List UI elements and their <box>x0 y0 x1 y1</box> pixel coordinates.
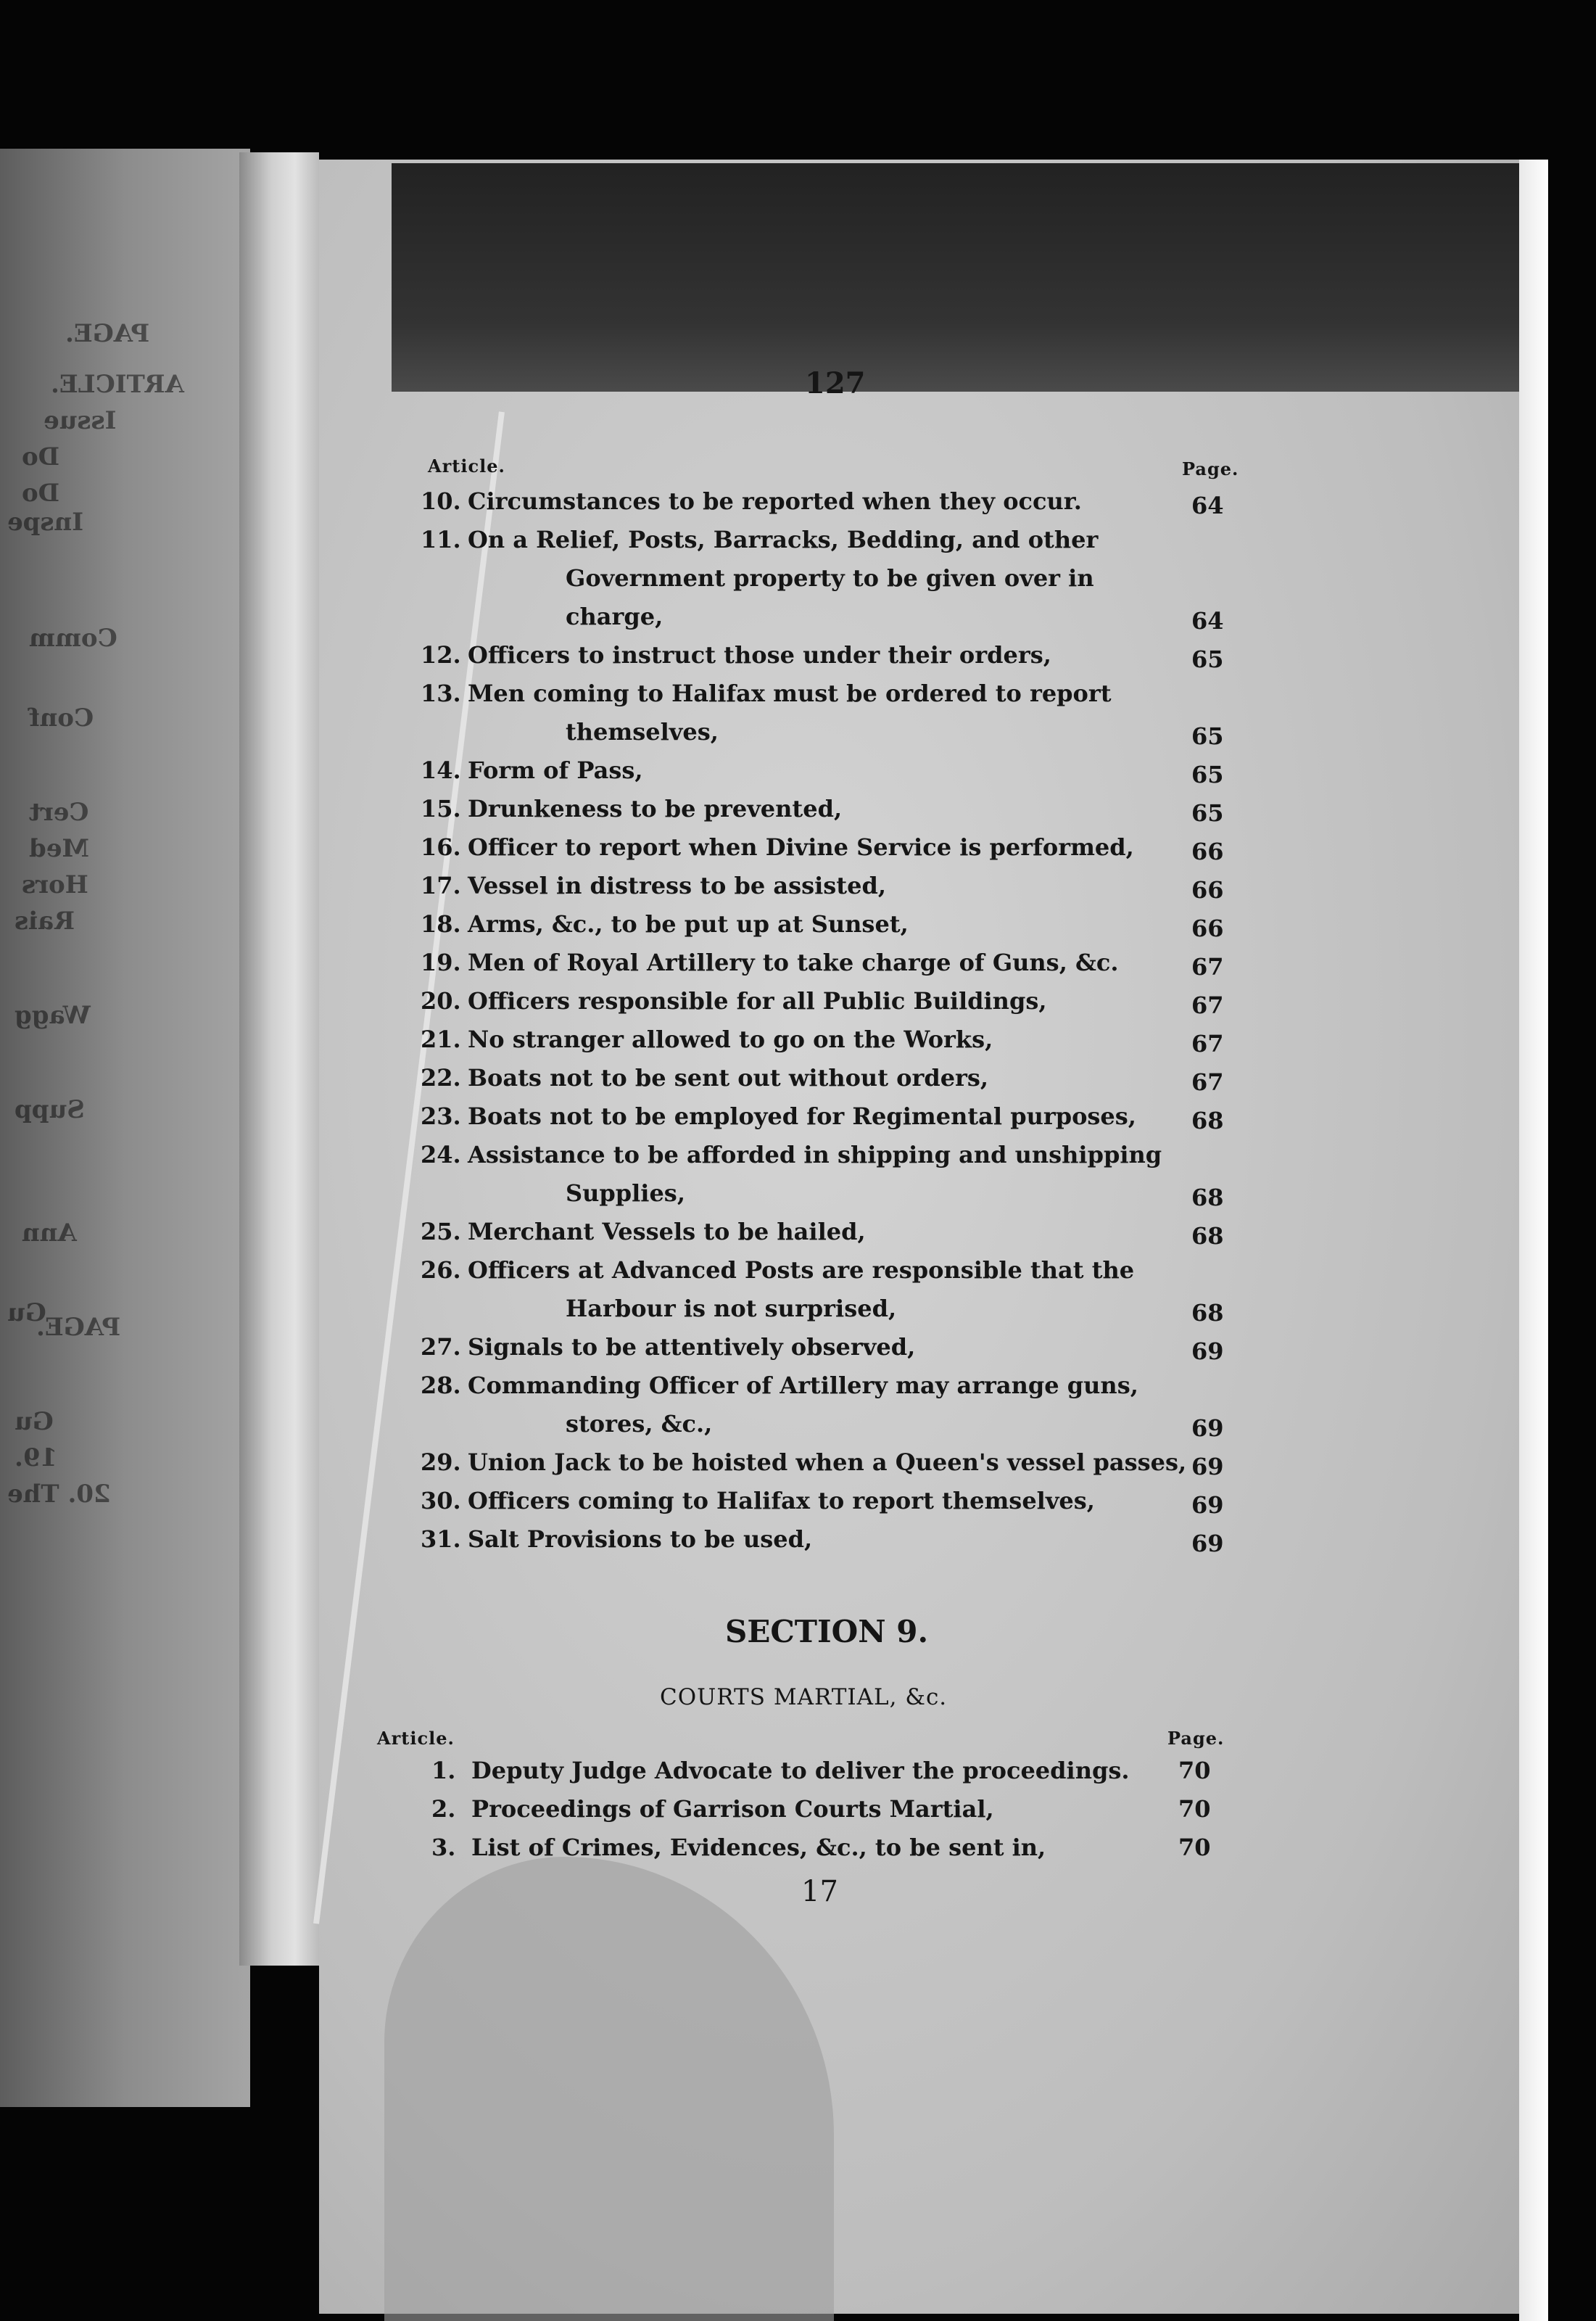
entry-page: 65 <box>1191 799 1224 827</box>
bleed-through-text: PAGE. <box>65 319 150 348</box>
entry-text: Supplies, <box>566 1179 685 1207</box>
page-header: Page. <box>1167 1728 1225 1749</box>
entry-number: 1. <box>431 1757 456 1784</box>
entry-text: Officers at Advanced Posts are responsible that the <box>468 1256 1135 1284</box>
entry-number: 10. <box>421 487 461 515</box>
entry-page: 65 <box>1191 761 1224 788</box>
entry-page: 69 <box>1191 1530 1224 1557</box>
entry-number: 12. <box>421 641 461 669</box>
entry-text: Men coming to Halifax must be ordered to report <box>468 680 1112 707</box>
entry-number: 14. <box>421 757 461 784</box>
section-title: SECTION 9. <box>725 1614 929 1649</box>
bleed-through-text: Cert <box>29 798 89 827</box>
entry-text: Proceedings of Garrison Courts Martial, <box>471 1795 994 1823</box>
entry-page: 64 <box>1191 492 1224 519</box>
entry-text: Drunkeness to be prevented, <box>468 795 843 823</box>
bleed-through-text: Med <box>29 834 90 863</box>
entry-text: Merchant Vessels to be hailed, <box>468 1218 866 1245</box>
bleed-through-text: Gu <box>7 1298 46 1327</box>
bleed-through-text: Supp <box>15 1095 85 1124</box>
entry-text: Harbour is not surprised, <box>566 1295 897 1322</box>
bleed-through-text: Issue <box>44 406 117 435</box>
entry-number: 13. <box>421 680 461 707</box>
entry-page: 70 <box>1178 1757 1211 1784</box>
bleed-through-text: 19. <box>15 1443 58 1472</box>
entry-page: 65 <box>1191 722 1224 750</box>
bleed-through-text: PAGE. <box>36 1313 121 1342</box>
bleed-through-text: Conf <box>29 704 94 733</box>
facing-page <box>0 149 250 2107</box>
bleed-through-text: Ann <box>22 1219 77 1248</box>
page-number: 127 <box>805 366 866 400</box>
entry-text: Men of Royal Artillery to take charge of Guns, &c. <box>468 949 1119 976</box>
entry-text: Signals to be attentively observed, <box>468 1333 916 1361</box>
entry-number: 31. <box>421 1525 461 1553</box>
entry-page: 69 <box>1191 1414 1224 1442</box>
entry-text: Vessel in distress to be assisted, <box>468 872 886 899</box>
entry-page: 65 <box>1191 646 1224 673</box>
entry-text: List of Crimes, Evidences, &c., to be sent in, <box>471 1834 1046 1861</box>
entry-number: 21. <box>421 1026 461 1053</box>
entry-text: No stranger allowed to go on the Works, <box>468 1026 993 1053</box>
article-header: Article. <box>377 1728 455 1749</box>
entry-number: 19. <box>421 949 461 976</box>
bleed-through-text: Wagg <box>15 1001 91 1030</box>
entry-text: On a Relief, Posts, Barracks, Bedding, and other <box>468 526 1099 553</box>
entry-text: Commanding Officer of Artillery may arrange guns, <box>468 1372 1138 1399</box>
entry-text: Government property to be given over in <box>566 564 1094 592</box>
entry-page: 68 <box>1191 1222 1224 1250</box>
entry-number: 29. <box>421 1448 461 1476</box>
entry-number: 16. <box>421 833 461 861</box>
entry-number: 17. <box>421 872 461 899</box>
entry-number: 22. <box>421 1064 461 1092</box>
entry-page: 68 <box>1191 1107 1224 1134</box>
entry-page: 68 <box>1191 1299 1224 1327</box>
entry-text: stores, &c., <box>566 1410 713 1438</box>
entry-text: Union Jack to be hoisted when a Queen's vessel passes, <box>468 1448 1187 1476</box>
scan-shadow <box>392 163 1523 392</box>
entry-page: 69 <box>1191 1491 1224 1519</box>
bleed-through-text: Hors <box>22 870 88 899</box>
page-gutter <box>239 152 319 1966</box>
entry-number: 30. <box>421 1487 461 1514</box>
bleed-through-text: Rais <box>15 907 75 936</box>
entry-number: 23. <box>421 1102 461 1130</box>
entry-page: 68 <box>1191 1184 1224 1211</box>
entry-page: 66 <box>1191 876 1224 904</box>
entry-page: 67 <box>1191 1030 1224 1058</box>
entry-page: 66 <box>1191 838 1224 865</box>
bleed-through-text: Gu <box>15 1407 54 1436</box>
page-edge <box>1519 160 1548 2321</box>
entry-page: 66 <box>1191 915 1224 942</box>
entry-text: Circumstances to be reported when they occur. <box>468 487 1082 515</box>
entry-page: 64 <box>1191 607 1224 635</box>
entry-text: Arms, &c., to be put up at Sunset, <box>468 910 909 938</box>
entry-number: 26. <box>421 1256 461 1284</box>
entry-page: 67 <box>1191 953 1224 981</box>
entry-text: Assistance to be afforded in shipping and unshipping <box>468 1141 1162 1168</box>
entry-number: 24. <box>421 1141 461 1168</box>
page-header: Page. <box>1182 458 1239 479</box>
bleed-through-text: Inspe <box>7 508 84 537</box>
entry-number: 3. <box>431 1834 456 1861</box>
entry-text: Boats not to be sent out without orders, <box>468 1064 989 1092</box>
entry-page: 69 <box>1191 1453 1224 1480</box>
entry-page: 67 <box>1191 992 1224 1019</box>
entry-text: Salt Provisions to be used, <box>468 1525 813 1553</box>
bleed-through-text: ARTICLE. <box>51 370 184 399</box>
entry-number: 27. <box>421 1333 461 1361</box>
signature-number: 17 <box>801 1875 838 1908</box>
entry-text: charge, <box>566 603 663 630</box>
entry-text: Officer to report when Divine Service is performed, <box>468 833 1134 861</box>
entry-number: 18. <box>421 910 461 938</box>
entry-number: 2. <box>431 1795 456 1823</box>
entry-text: themselves, <box>566 718 719 746</box>
entry-page: 67 <box>1191 1068 1224 1096</box>
entry-text: Form of Pass, <box>468 757 643 784</box>
entry-text: Deputy Judge Advocate to deliver the proceedings. <box>471 1757 1130 1784</box>
entry-number: 15. <box>421 795 461 823</box>
entry-text: Officers to instruct those under their orders, <box>468 641 1051 669</box>
entry-number: 28. <box>421 1372 461 1399</box>
entry-number: 11. <box>421 526 461 553</box>
bleed-through-text: Do <box>22 442 60 471</box>
entry-text: Officers responsible for all Public Buildings, <box>468 987 1047 1015</box>
bleed-through-text: Comm <box>29 624 117 653</box>
entry-number: 20. <box>421 987 461 1015</box>
entry-text: Officers coming to Halifax to report themselves, <box>468 1487 1095 1514</box>
entry-page: 70 <box>1178 1795 1211 1823</box>
entry-page: 69 <box>1191 1337 1224 1365</box>
entry-page: 70 <box>1178 1834 1211 1861</box>
entry-text: Boats not to be employed for Regimental purposes, <box>468 1102 1136 1130</box>
article-header: Article. <box>428 455 505 477</box>
section-subtitle: COURTS MARTIAL, &c. <box>660 1684 948 1710</box>
bleed-through-text: 20. The <box>7 1480 111 1509</box>
bleed-through-text: Do <box>22 479 60 508</box>
entry-number: 25. <box>421 1218 461 1245</box>
